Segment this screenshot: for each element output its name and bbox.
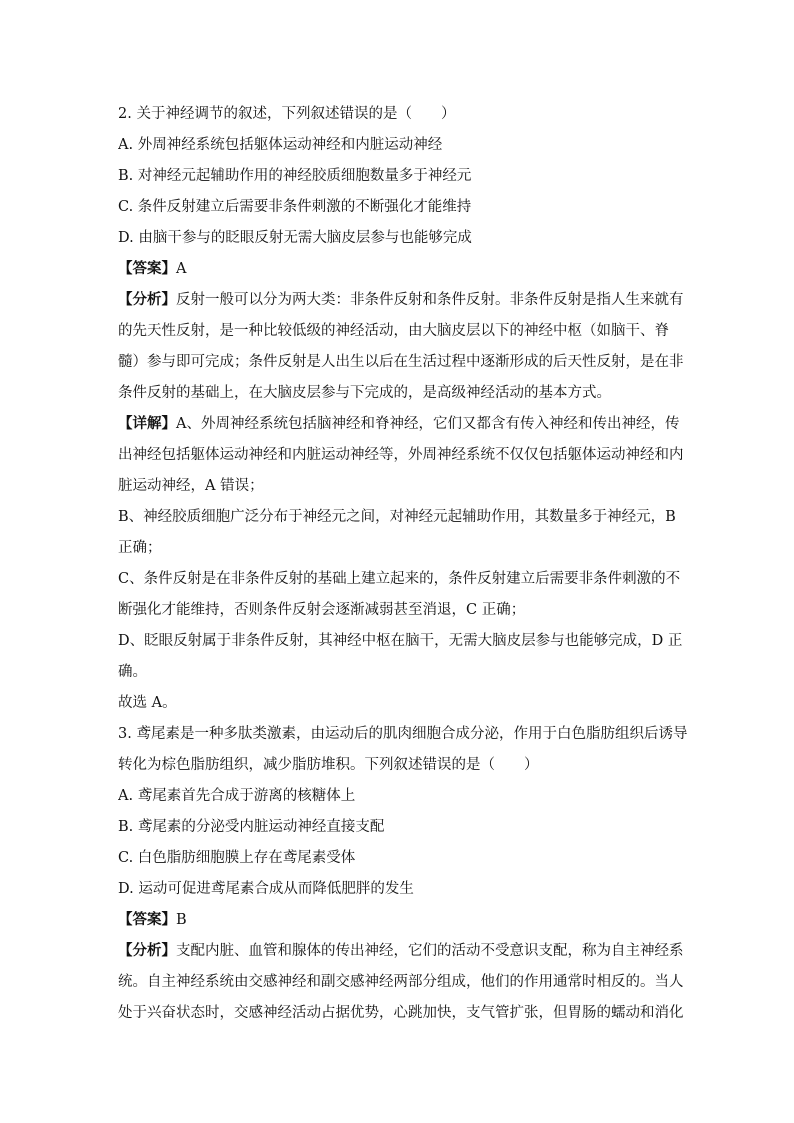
- question-3-stem-line-2: 转化为棕色脂肪组织，减少脂肪堆积。下列叙述错误的是（ ）: [118, 757, 539, 773]
- question-2-detail-line-3: 脏运动神经，A 错误；: [118, 478, 264, 494]
- question-2-detail-line-6: C、条件反射是在非条件反射的基础上建立起来的，条件反射建立后需要非条件刺激的不: [118, 571, 681, 587]
- question-2-analysis-line-3: 髓）参与即可完成；条件反射是人出生以后在生活过程中逐渐形成的后天性反射，是在非: [118, 354, 684, 370]
- question-3-analysis-line-3: 处于兴奋状态时，交感神经活动占据优势，心跳加快，支气管扩张，但胃肠的蠕动和消化: [118, 1005, 684, 1021]
- question-2-stem: 2. 关于神经调节的叙述，下列叙述错误的是（ ）: [118, 106, 456, 122]
- answer-tag: 【答案】: [118, 260, 176, 277]
- question-2-detail-line-1: 【详解】A、外周神经系统包括脑神经和脊神经，它们又都含有传入神经和传出神经，传: [118, 415, 680, 432]
- question-2-conclusion: 故选 A。: [118, 695, 177, 711]
- question-2-detail-line-7: 断强化才能维持，否则条件反射会逐渐减弱甚至消退，C 正确；: [118, 602, 526, 618]
- question-3-option-d: D. 运动可促进鸢尾素合成从而降低肥胖的发生: [118, 881, 414, 897]
- question-3-analysis-line-1: 【分析】支配内脏、血管和腺体的传出神经，它们的活动不受意识支配，称为自主神经系: [118, 942, 684, 959]
- question-2-analysis-line-1: 【分析】反射一般可以分为两大类：非条件反射和条件反射。非条件反射是指人生来就有: [118, 291, 684, 308]
- analysis-tag: 【分析】: [118, 942, 176, 959]
- analysis-tag: 【分析】: [118, 291, 176, 308]
- question-2-option-b: B. 对神经元起辅助作用的神经胶质细胞数量多于神经元: [118, 168, 472, 184]
- question-2-detail-line-8: D、眨眼反射属于非条件反射，其神经中枢在脑干，无需大脑皮层参与也能够完成，D 正: [118, 633, 683, 649]
- question-2-analysis-line-2: 的先天性反射，是一种比较低级的神经活动，由大脑皮层以下的神经中枢（如脑干、脊: [118, 323, 669, 339]
- answer-value: A: [176, 261, 187, 277]
- question-2-analysis-line-4: 条件反射的基础上，在大脑皮层参与下完成的，是高级神经活动的基本方式。: [118, 385, 611, 401]
- question-3-analysis-line-2: 统。自主神经系统由交感神经和副交感神经两部分组成，他们的作用通常时相反的。当人: [118, 974, 684, 990]
- answer-value: B: [176, 912, 187, 928]
- question-2-answer: [118, 259, 688, 279]
- question-3-option-a: A. 鸢尾素首先合成于游离的核糖体上: [118, 788, 356, 804]
- question-3-option-c: C. 白色脂肪细胞膜上存在鸢尾素受体: [118, 850, 356, 866]
- question-2-option-d: D. 由脑干参与的眨眼反射无需大脑皮层参与也能够完成: [118, 230, 472, 246]
- question-3-answer: [118, 910, 688, 930]
- question-2-detail-line-5: 正确；: [118, 540, 162, 556]
- answer-tag: 【答案】: [118, 911, 176, 928]
- question-3-option-b: B. 鸢尾素的分泌受内脏运动神经直接支配: [118, 819, 385, 835]
- question-2-option-a: A. 外周神经系统包括躯体运动神经和内脏运动神经: [118, 137, 443, 153]
- question-2-detail-line-9: 确。: [118, 664, 147, 680]
- question-2-option-c: C. 条件反射建立后需要非条件刺激的不断强化才能维持: [118, 199, 472, 215]
- question-2-detail-line-2: 出神经包括躯体运动神经和内脏运动神经等，外周神经系统不仅仅包括躯体运动神经和内: [118, 447, 684, 463]
- detail-tag: 【详解】: [118, 415, 176, 432]
- question-3-stem-line-1: 3. 鸢尾素是一种多肽类激素，由运动后的肌肉细胞合成分泌，作用于白色脂肪组织后诱导: [118, 726, 688, 742]
- question-2-detail-line-4: B、神经胶质细胞广泛分布于神经元之间，对神经元起辅助作用，其数量多于神经元，B: [118, 509, 676, 525]
